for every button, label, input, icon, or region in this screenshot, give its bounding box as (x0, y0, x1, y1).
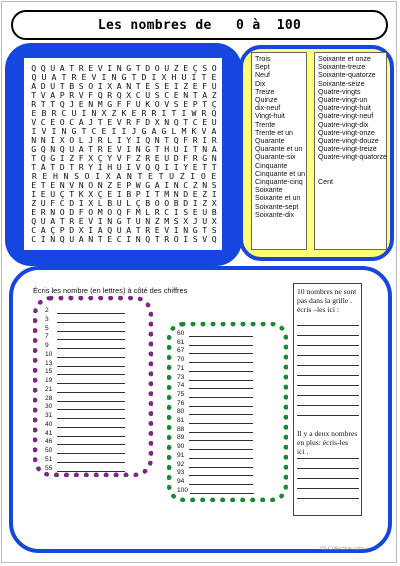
grid-row: C I N Q U A N T E C I N Q T R O I S V Q (31, 234, 217, 244)
answer-line[interactable] (57, 387, 125, 393)
word-list-item: Quatre-vingt-huit (318, 104, 371, 113)
number-label: 89 (177, 434, 185, 442)
number-label: 40 (45, 420, 53, 428)
answer-line[interactable] (57, 431, 125, 437)
number-label: 94 (177, 477, 185, 485)
word-list-item (318, 162, 383, 170)
writing-line[interactable] (297, 468, 359, 469)
writing-line[interactable] (297, 325, 359, 326)
answer-line[interactable] (57, 343, 125, 349)
answer-row (177, 417, 253, 424)
answer-row (45, 333, 125, 340)
number-label: 74 (177, 382, 185, 390)
number-label: 7 (45, 333, 49, 341)
answer-line[interactable] (189, 470, 253, 476)
missing-numbers-text: 10 nombres ne sont pas dans la grille . écris –les ici : (297, 287, 357, 314)
answer-line[interactable] (189, 435, 253, 441)
answer-line[interactable] (57, 361, 125, 367)
writing-line[interactable] (297, 365, 359, 366)
word-list-item: Vingt-huit (255, 112, 285, 121)
writing-line[interactable] (297, 375, 359, 376)
word-list-item: Cinquante-cinq (255, 178, 303, 187)
answer-line[interactable] (189, 331, 253, 337)
writing-line[interactable] (297, 405, 359, 406)
word-list-item: Soixante-treize (318, 63, 366, 72)
answer-row (45, 325, 125, 332)
number-label: 73 (177, 373, 185, 381)
number-label: 19 (45, 377, 53, 384)
word-list-item: Soixante et un (255, 194, 301, 203)
answer-row (45, 307, 125, 314)
answer-row (45, 377, 125, 384)
grid-row: C A Ç P D X I A Q U A T R E V I N G T S (31, 225, 217, 235)
grid-row: E R N O D F O M O Q F M L R C I S E U B (31, 207, 217, 217)
answer-row (177, 339, 253, 346)
grid-row: N N I X O L J R L I Y I Q N T Q F R I R (31, 135, 217, 145)
answer-row (177, 478, 253, 485)
extra-numbers-text: Il y a deux nombres en plus: écris-les ici . (297, 429, 358, 456)
word-list-item: Quatre-vingt-treize (318, 145, 377, 154)
number-label: 51 (45, 455, 53, 463)
word-list-item: Quatre-vingt-onze (318, 128, 375, 137)
writing-line[interactable] (297, 415, 359, 416)
word-list-item: Cinquante (255, 161, 288, 170)
number-label: 88 (177, 425, 185, 433)
number-label: 93 (177, 469, 185, 477)
word-list-item: Quatre-vingt-dix (318, 120, 369, 129)
answer-line[interactable] (57, 396, 125, 402)
writing-line[interactable] (297, 478, 359, 479)
answer-row (177, 382, 253, 389)
answer-line[interactable] (189, 418, 253, 424)
word-list-item: Sept (255, 63, 270, 72)
answer-line[interactable] (189, 409, 253, 415)
writing-line[interactable] (297, 458, 359, 459)
answer-row (45, 316, 125, 323)
answer-row (177, 391, 253, 398)
number-label: 67 (177, 347, 185, 355)
answer-row (45, 421, 125, 428)
word-list-item: Cinquante et un (255, 169, 306, 178)
word-list-item: Quatre-vingt-douze (318, 137, 379, 146)
answer-line[interactable] (57, 352, 125, 358)
number-label: 60 (177, 330, 185, 337)
word-list-item: Soixante et onze (318, 55, 371, 63)
footer-watermark: iSLCollective.com (320, 546, 364, 552)
number-label: 61 (177, 338, 185, 346)
title-from: 0 (236, 17, 245, 33)
word-list-item: Trente (255, 120, 276, 129)
word-list-item: Quarante et un (255, 145, 303, 154)
page-title (11, 10, 388, 40)
number-label: 21 (45, 385, 53, 393)
grid-row: T A T D T R Y I H U I V Q Q I I Y E T T (31, 162, 217, 172)
word-list-item: Quatre-vingt-neuf (318, 112, 374, 121)
number-label: 28 (45, 394, 53, 402)
grid-row: T Q G I Z F X Ç Y V F Z R E U D F R G N (31, 153, 217, 163)
word-list-item: dix-neuf (255, 104, 281, 113)
number-label: 75 (177, 390, 185, 398)
grid-row: Q U A T R E V I N G T D I X H U I T E (31, 72, 217, 82)
answer-line[interactable] (189, 357, 253, 363)
answer-line[interactable] (57, 466, 125, 472)
word-list-item: Quatre-vingt-quatorze (318, 153, 388, 162)
number-label: 90 (177, 443, 185, 451)
answer-row (177, 408, 253, 415)
answer-line[interactable] (190, 488, 254, 494)
answer-line[interactable] (57, 404, 125, 410)
writing-line[interactable] (297, 498, 359, 499)
answer-row (45, 465, 125, 472)
wordsearch-grid (29, 64, 219, 244)
grid-row: Q U A T R E V I N G T U N Z M S X J U X (31, 216, 217, 226)
word-list-item: Dix (255, 79, 266, 88)
word-list-item: Neuf (255, 71, 270, 80)
word-list-item: Soixante-quatorze (318, 71, 376, 80)
number-label: 80 (177, 408, 185, 416)
number-label: 46 (45, 438, 53, 446)
number-label: 100 (177, 486, 189, 494)
answer-line[interactable] (57, 378, 125, 384)
answer-line[interactable] (189, 383, 253, 389)
answer-row (45, 395, 125, 402)
answer-line[interactable] (189, 401, 253, 407)
answer-row (177, 356, 253, 363)
answer-line[interactable] (57, 422, 125, 428)
grid-row: G Q N Q U A T R E V I N G T H U I T N A (31, 144, 217, 154)
word-list-item: Soixante-sept (255, 202, 299, 211)
word-list-item: Soixante (255, 186, 283, 195)
number-label: 10 (45, 350, 53, 358)
grid-row: I V I N G T C E I I J G A G L M K V A (31, 126, 217, 136)
word-list-item: Quarante (255, 137, 285, 146)
answer-row (45, 360, 125, 367)
answer-row (45, 342, 125, 349)
answer-line[interactable] (189, 366, 253, 372)
word-list-item: Treize (255, 87, 275, 96)
number-label: 30 (45, 403, 53, 411)
answer-line[interactable] (57, 413, 125, 419)
title-connector: à (252, 17, 261, 33)
grid-row: E T E N V N O N Z E P W G A I N C Z N S (31, 180, 217, 190)
number-label: 81 (177, 417, 185, 424)
answer-line[interactable] (57, 326, 125, 332)
answer-row (45, 403, 125, 410)
answer-line[interactable] (189, 375, 253, 381)
word-list-item: Quarante-six (255, 153, 296, 162)
answer-line[interactable] (57, 457, 125, 463)
writing-line[interactable] (297, 385, 359, 386)
grid-row: Z U F C D I X L B U L Ç B O O B D I Z X (31, 198, 217, 208)
answer-row (177, 330, 253, 337)
word-list-item: Quatre-vingt-un (318, 96, 368, 105)
answer-line[interactable] (189, 453, 253, 459)
grid-row: Q Q U A T R E V I N G T D O U Z E Ç S O (31, 63, 217, 73)
word-list-column-1 (251, 52, 307, 250)
answer-line[interactable] (189, 340, 253, 346)
number-label: 76 (177, 399, 185, 407)
answer-row (177, 347, 253, 354)
word-list-item: Quinze (255, 96, 278, 105)
number-label: 41 (45, 429, 53, 437)
writing-line[interactable] (297, 395, 359, 396)
grid-row: V C E O C A J T E V R F D X N Q T C E U (31, 117, 217, 127)
extra-numbers-box (293, 283, 362, 516)
writing-line[interactable] (297, 355, 359, 356)
number-label: 70 (177, 356, 185, 364)
answer-row (177, 487, 254, 494)
answer-line[interactable] (57, 317, 125, 323)
number-label: 55 (45, 464, 53, 472)
number-label: 92 (177, 460, 185, 468)
answer-row (177, 400, 253, 407)
number-label: 13 (45, 359, 53, 367)
number-label: 91 (177, 451, 185, 459)
grid-row: A D U T B S O I X A N T E S E I Z E F U (31, 81, 217, 91)
answer-row (177, 443, 253, 450)
answer-row (177, 452, 253, 459)
answer-line[interactable] (189, 427, 253, 433)
word-list-column-2 (314, 52, 387, 250)
grid-row: T V A P R V F Q R Q X C U S C E N T A Z (31, 90, 217, 100)
number-label: 2 (45, 307, 49, 314)
answer-row (177, 461, 253, 468)
answer-row (45, 386, 125, 393)
word-list-item: Soixante-dix (255, 210, 295, 219)
answer-row (177, 426, 253, 433)
answer-row (45, 430, 125, 437)
number-label: 3 (45, 315, 49, 323)
number-label: 50 (45, 447, 53, 454)
word-list-item: Trente et un (255, 128, 293, 137)
answer-row (45, 368, 125, 375)
title-to: 100 (276, 17, 302, 33)
number-label: 15 (45, 368, 53, 376)
answer-row (45, 351, 125, 358)
word-list-item: Trois (255, 55, 271, 63)
writing-line[interactable] (297, 488, 359, 489)
answer-line[interactable] (189, 462, 253, 468)
answer-line[interactable] (57, 439, 125, 445)
number-label: 5 (45, 324, 49, 332)
answer-row (177, 469, 253, 476)
title-main: Les nombres de (97, 17, 212, 33)
answer-row (177, 374, 253, 381)
answer-row (45, 456, 125, 463)
word-list-item: Cent (318, 177, 333, 186)
answer-row (177, 365, 253, 372)
answer-line[interactable] (57, 334, 125, 340)
answer-line[interactable] (189, 348, 253, 354)
number-label: 31 (45, 412, 53, 419)
answer-line[interactable] (189, 444, 253, 450)
grid-row: I E U Ç T K X Ç E I B P I T M N D E Z I (31, 189, 217, 199)
answer-row (45, 447, 125, 454)
word-list-item: Quatre-vingts (318, 87, 361, 96)
number-label: 9 (45, 342, 49, 349)
answer-line[interactable] (189, 392, 253, 398)
answer-row (45, 412, 125, 419)
grid-row: E B R C U I N X Z K E R R I T I W R Q (31, 108, 217, 118)
answer-row (45, 438, 125, 445)
writing-line[interactable] (297, 345, 359, 346)
answer-line[interactable] (57, 308, 125, 314)
grid-row: R T T Q J E N M G F F U K O V S E P T Ç (31, 99, 217, 109)
answer-line[interactable] (189, 479, 253, 485)
answer-line[interactable] (57, 448, 125, 454)
word-list-item: Soixante-seize (318, 79, 365, 88)
grid-row: R E H N S O I X A N T E T U Z I O E (31, 171, 217, 181)
writing-line[interactable] (297, 335, 359, 336)
exercise-instruction: Écris les nombre (en lettres) à côté des chiffres (33, 286, 188, 295)
number-label: 71 (177, 364, 185, 372)
answer-row (177, 434, 253, 441)
answer-line[interactable] (57, 369, 125, 375)
